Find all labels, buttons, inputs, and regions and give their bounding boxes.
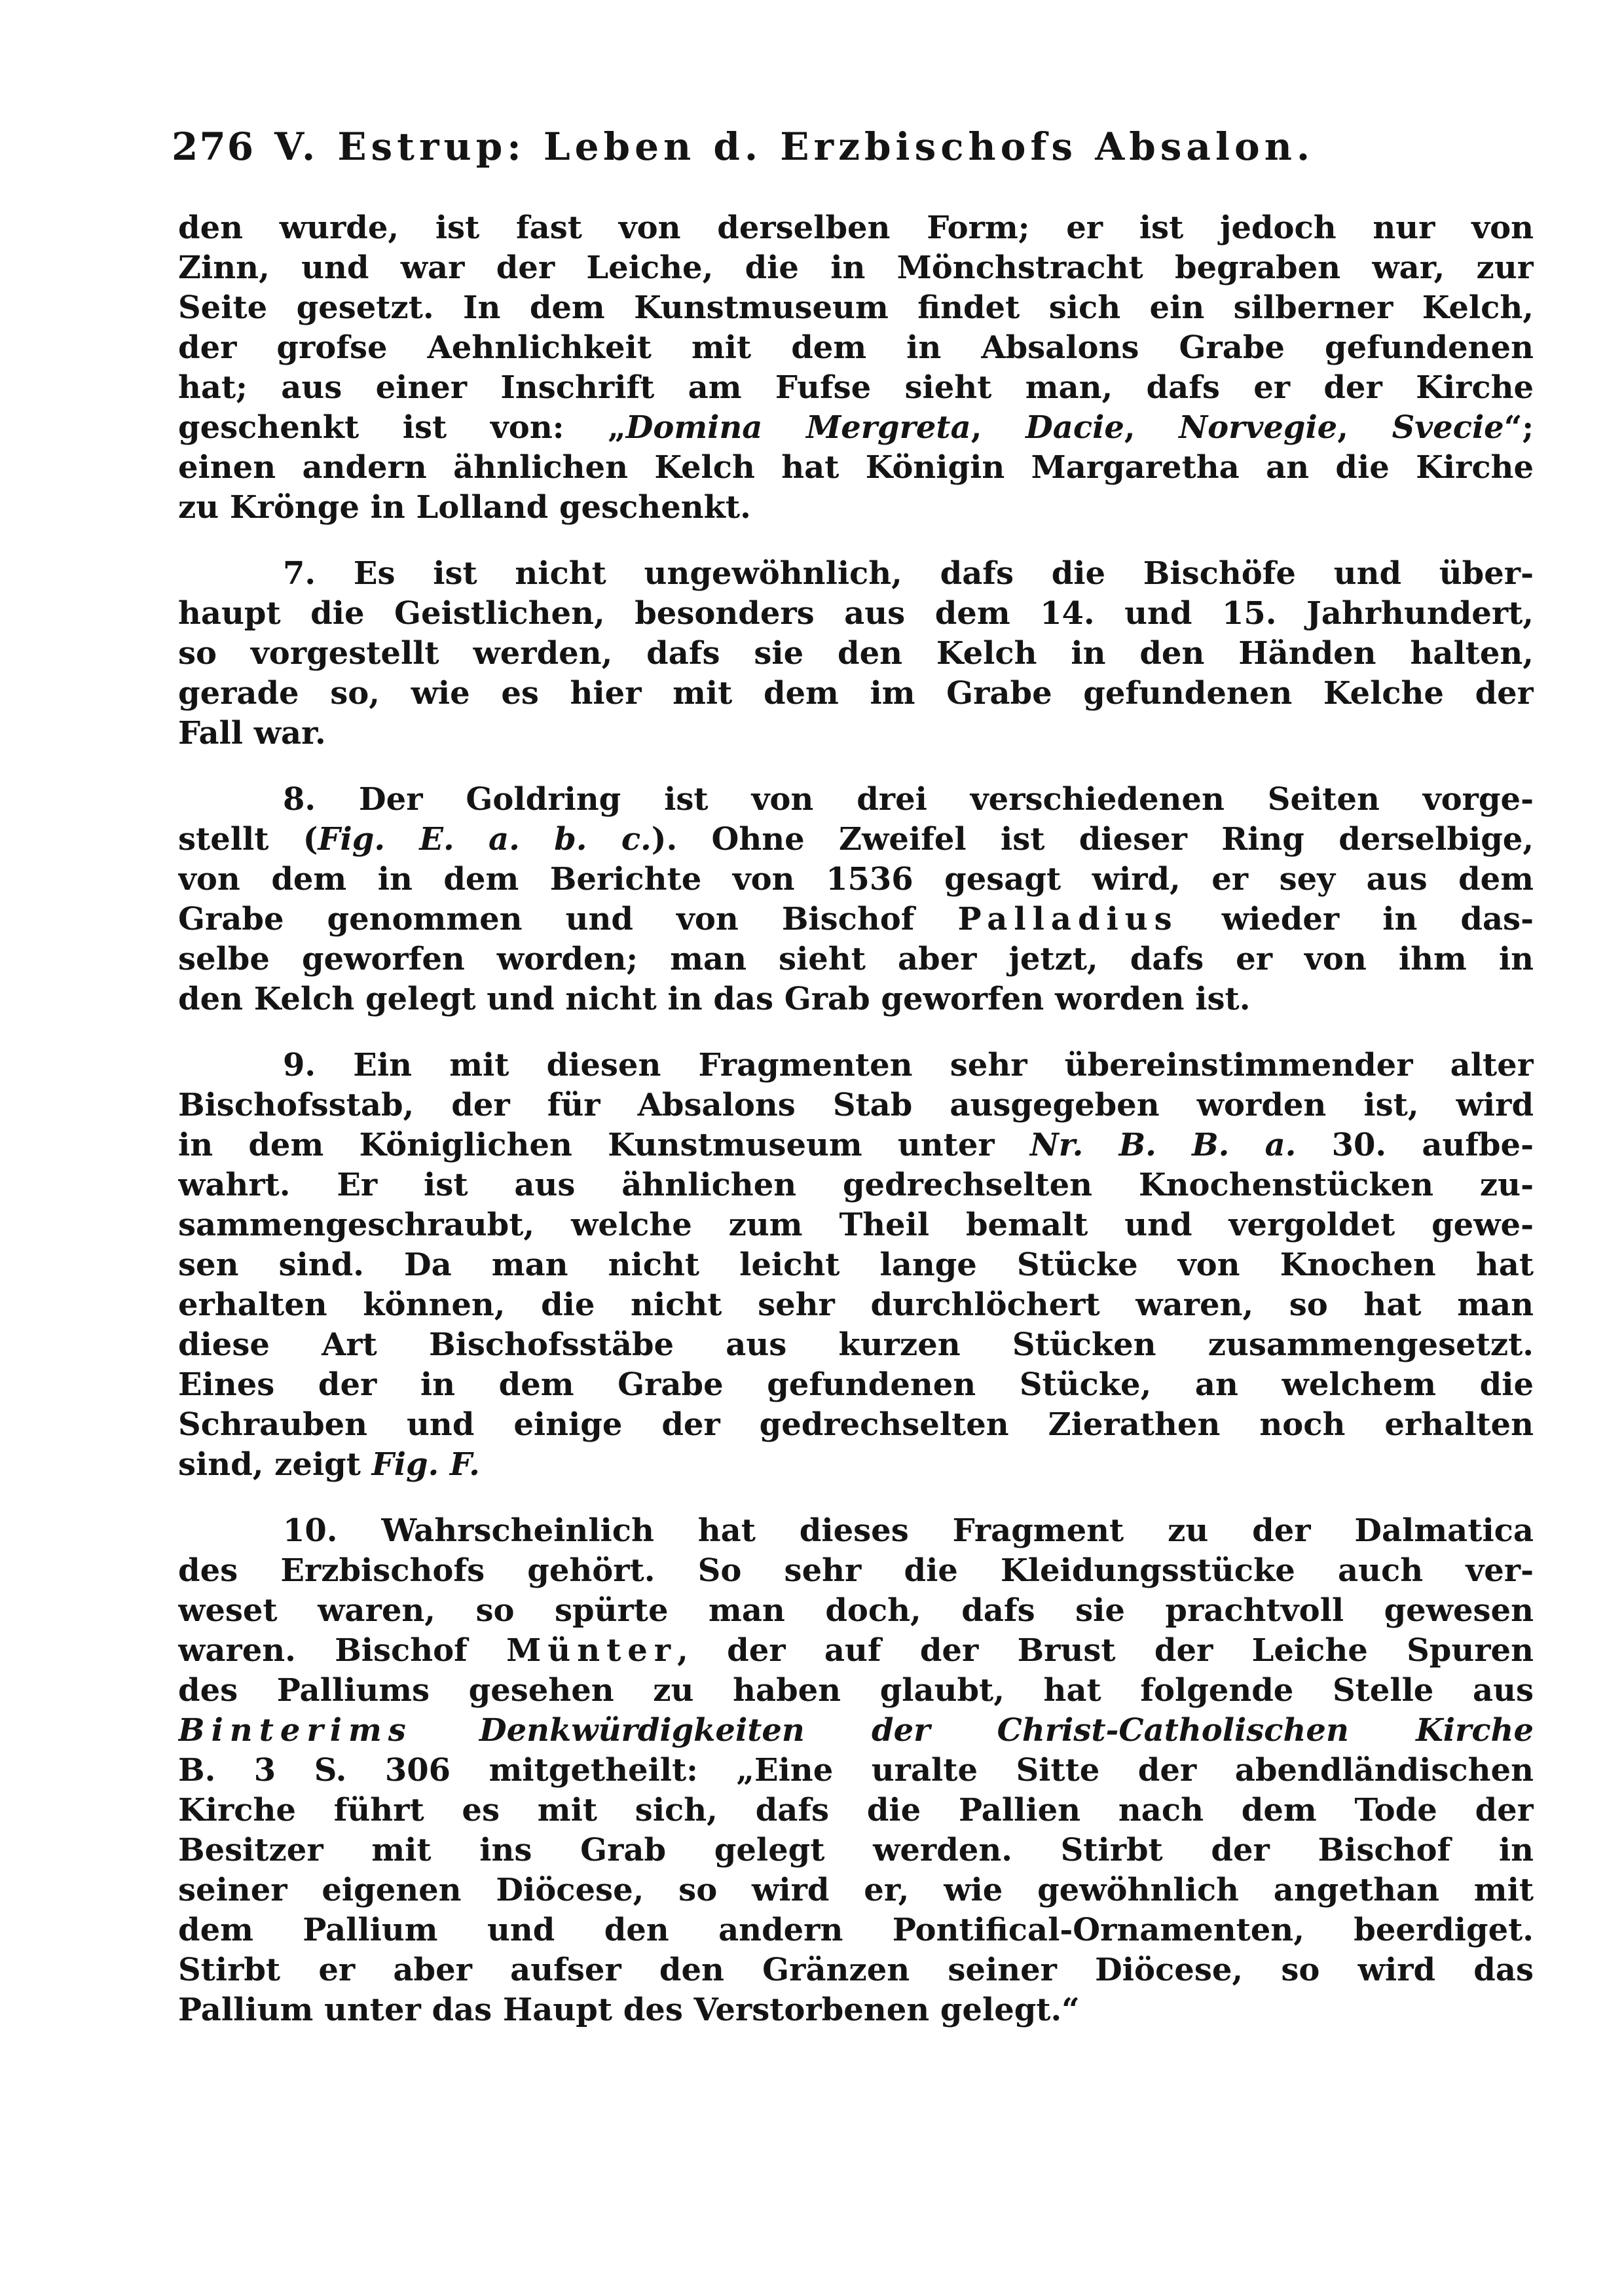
text-line — [178, 1285, 1534, 1325]
text-run: stellt ( — [178, 821, 318, 858]
paragraph — [178, 1511, 1534, 2030]
text-line — [178, 634, 1534, 674]
text-line — [178, 594, 1534, 634]
text-line — [178, 820, 1534, 860]
text-line — [178, 288, 1534, 328]
text-run: ). Ohne Zweifel ist dieser Ring derselbige, — [651, 821, 1534, 858]
text-run: , — [970, 409, 1026, 446]
text-run: sind, zeigt — [178, 1446, 372, 1483]
text-line — [178, 674, 1534, 714]
text-line — [178, 1791, 1534, 1831]
text-run: der grofse Aehnlichkeit mit dem in Absalons Grabe gefundenen — [178, 329, 1534, 366]
text-run: wieder in das- — [1178, 901, 1534, 938]
text-run: Zinn, und war der Leiche, die in Mönchstracht begraben war, zur — [178, 249, 1534, 286]
text-run: des Palliums gesehen zu haben glaubt, hat folgende Stelle aus — [178, 1672, 1534, 1709]
text-run: erhalten können, die nicht sehr durchlöchert waren, so hat man — [178, 1286, 1534, 1323]
text-run: weset waren, so spürte man doch, dafs sie prachtvoll gewesen — [178, 1592, 1534, 1629]
text-line — [178, 448, 1534, 488]
text-line — [178, 714, 1534, 754]
text-line — [178, 368, 1534, 408]
text-run: seiner eigenen Diöcese, so wird er, wie gewöhnlich angethan mit — [178, 1872, 1534, 1908]
text-run: Schrauben und einige der gedrechselten Zierathen noch erhalten — [178, 1406, 1534, 1443]
styled-text-run: Svecie — [1392, 409, 1504, 446]
text-run: zu Krönge in Lolland geschenkt. — [178, 489, 751, 526]
body-text — [178, 208, 1534, 2056]
text-run: Seite gesetzt. In dem Kunstmuseum findet sich ein silberner Kelch, — [178, 289, 1534, 326]
text-line — [178, 900, 1534, 939]
text-line — [178, 1511, 1534, 1551]
text-line — [178, 1870, 1534, 1910]
text-run: Eines der in dem Grabe gefundenen Stücke, an welchem die — [178, 1366, 1534, 1403]
text-run: 10. Wahrscheinlich hat dieses Fragment zu der Dalmatica — [283, 1512, 1534, 1549]
text-line — [178, 1950, 1534, 1990]
text-line — [178, 1751, 1534, 1791]
text-run: Besitzer mit ins Grab gelegt werden. Stirbt der Bischof in — [178, 1832, 1534, 1868]
styled-text-run: Fig. F. — [371, 1446, 480, 1483]
text-run: Pallium unter das Haupt des Verstorbenen gelegt.“ — [178, 1992, 1080, 2028]
text-run: so vorgestellt werden, dafs sie den Kelch in den Händen halten, — [178, 635, 1534, 672]
text-line — [178, 939, 1534, 979]
text-run: 7. Es ist nicht ungewöhnlich, dafs die Bischöfe und über- — [283, 555, 1534, 592]
styled-text-run: Binterims — [178, 1712, 413, 1749]
text-run: dem Pallium und den andern Pontifical-Ornamenten, beerdiget. — [178, 1912, 1534, 1948]
text-run: haupt die Geistlichen, besonders aus dem 14. und 15. Jahrhundert, — [178, 595, 1534, 632]
text-line — [178, 1405, 1534, 1445]
text-line — [178, 554, 1534, 594]
text-run: in dem Königlichen Kunstmuseum unter — [178, 1127, 1030, 1163]
text-run: den Kelch gelegt und nicht in das Grab geworfen worden ist. — [178, 981, 1251, 1017]
styled-text-run: Dacie — [1025, 409, 1124, 446]
text-line — [178, 979, 1534, 1019]
text-run: , der auf der Brust der Leiche Spuren — [677, 1632, 1534, 1669]
text-line — [178, 1990, 1534, 2030]
styled-text-run: Fig. E. a. b. c. — [318, 821, 652, 858]
text-line — [178, 1591, 1534, 1631]
paragraph — [178, 1046, 1534, 1485]
text-line — [178, 1445, 1534, 1485]
text-line — [178, 1205, 1534, 1245]
text-run: geschenkt ist von: „ — [178, 409, 626, 446]
text-run: gerade so, wie es hier mit dem im Grabe gefundenen Kelche der — [178, 675, 1534, 712]
text-run: diese Art Bischofsstäbe aus kurzen Stücken zusammengesetzt. — [178, 1326, 1534, 1363]
text-run: sen sind. Da man nicht leicht lange Stücke von Knochen hat — [178, 1247, 1534, 1283]
running-head — [172, 124, 1514, 183]
text-line — [178, 1085, 1534, 1125]
text-run — [413, 1712, 479, 1749]
text-line — [178, 860, 1534, 900]
text-line — [178, 208, 1534, 248]
text-line — [178, 1245, 1534, 1285]
paragraph — [178, 554, 1534, 754]
text-run: Bischofsstab, der für Absalons Stab ausgegeben worden ist, wird — [178, 1087, 1534, 1123]
text-line — [178, 1365, 1534, 1405]
text-run: Kirche führt es mit sich, dafs die Pallien nach dem Tode der — [178, 1792, 1534, 1829]
text-run: Fall war. — [178, 715, 326, 752]
text-run: , — [1337, 409, 1392, 446]
text-run: waren. Bischof — [178, 1632, 507, 1669]
text-run: 30. aufbe- — [1296, 1127, 1534, 1163]
text-run: Stirbt er aber aufser den Gränzen seiner Diöcese, so wird das — [178, 1952, 1534, 1988]
text-run: Grabe genommen und von Bischof — [178, 901, 958, 938]
styled-text-run: Domina Mergreta — [625, 409, 971, 446]
text-run: des Erzbischofs gehört. So sehr die Kleidungsstücke auch ver- — [178, 1552, 1534, 1589]
text-line — [178, 1325, 1534, 1365]
text-line — [178, 1631, 1534, 1671]
text-run: hat; aus einer Inschrift am Fufse sieht man, dafs er der Kirche — [178, 369, 1534, 406]
text-line — [178, 1671, 1534, 1711]
styled-text-run: Denkwürdigkeiten der Christ-Catholischen Kirche — [479, 1712, 1534, 1749]
text-run: wahrt. Er ist aus ähnlichen gedrechselten Knochenstücken zu- — [178, 1167, 1534, 1203]
styled-text-run: Norvegie — [1179, 409, 1338, 446]
text-line — [178, 1831, 1534, 1870]
text-line — [178, 408, 1534, 448]
text-line — [178, 1046, 1534, 1085]
text-run: selbe geworfen worden; man sieht aber jetzt, dafs er von ihm in — [178, 941, 1534, 977]
text-run: B. 3 S. 306 mitgetheilt: „Eine uralte Sitte der abendländischen — [178, 1752, 1534, 1789]
text-line — [178, 1551, 1534, 1591]
styled-text-run: Nr. B. B. a. — [1029, 1127, 1297, 1163]
text-line — [178, 248, 1534, 288]
text-line — [178, 780, 1534, 820]
text-run: von dem in dem Berichte von 1536 gesagt wird, er sey aus dem — [178, 861, 1534, 898]
text-run: einen andern ähnlichen Kelch hat Königin Margaretha an die Kirche — [178, 449, 1534, 486]
paragraph — [178, 780, 1534, 1019]
text-line — [178, 1165, 1534, 1205]
text-run: 8. Der Goldring ist von drei verschiedenen Seiten vorge- — [283, 781, 1534, 818]
styled-text-run: Münter — [506, 1632, 678, 1669]
paragraph — [178, 208, 1534, 528]
text-line — [178, 1125, 1534, 1165]
styled-text-run: Palladius — [957, 901, 1179, 938]
text-run: 9. Ein mit diesen Fragmenten sehr übereinstimmender alter — [283, 1047, 1534, 1084]
running-head-title: V. Estrup: Leben d. Erzbischofs Absalon. — [274, 124, 1315, 169]
text-line — [178, 1910, 1534, 1950]
text-line — [178, 488, 1534, 528]
text-run: sammengeschraubt, welche zum Theil bemalt und vergoldet gewe- — [178, 1207, 1534, 1243]
text-run: , — [1124, 409, 1179, 446]
text-line — [178, 328, 1534, 368]
text-run: “; — [1504, 409, 1534, 446]
text-line — [178, 1711, 1534, 1751]
page-number: 276 — [172, 124, 255, 169]
text-run: den wurde, ist fast von derselben Form; er ist jedoch nur von — [178, 210, 1534, 246]
